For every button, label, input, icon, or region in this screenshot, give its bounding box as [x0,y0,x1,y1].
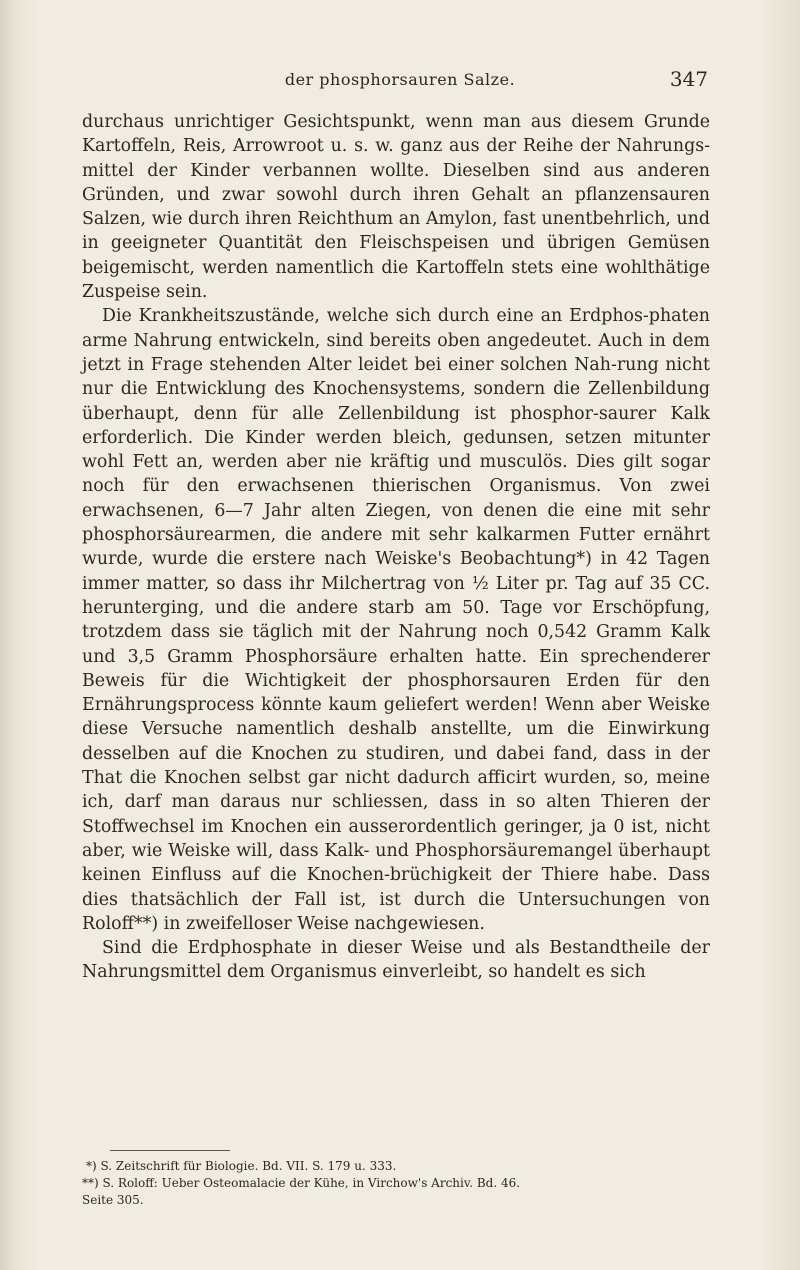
footnotes [82,1158,710,1209]
paragraph: Die Krankheitszustände, welche sich durch eine an Erdphos-phaten arme Nahrung entwickeln, sind bereits oben angedeutet. Auch in dem jetzt in Frage stehenden Alter leidet bei einer solchen Nah-rung nicht nur die Entwicklung des Knochensystems, sondern die Zellenbildung überhaupt, denn für alle Zellenbildung ist phosphor-saurer Kalk erforderlich. Die Kinder werden bleich, gedunsen, setzen mitunter wohl Fett an, werden aber nie kräftig und musculös. Dies gilt sogar noch für den erwachsenen thierischen Organismus. Von zwei erwachsenen, 6—7 Jahr alten Ziegen, von denen die eine mit sehr phosphorsäurearmen, die andere mit sehr kalkarmen Futter ernährt wurde, wurde die erstere nach Weiske's Beobachtung*) in 42 Tagen immer matter, so dass ihr Milchertrag von ½ Liter pr. Tag auf 35 CC. herunterging, und die andere starb am 50. Tage vor Erschöpfung, trotzdem dass sie täglich mit der Nahrung noch 0,542 Gramm Kalk und 3,5 Gramm Phosphorsäure erhalten hatte. Ein sprechenderer Beweis für die Wichtigkeit der phosphorsauren Erden für den Ernährungsprocess könnte kaum geliefert werden! Wenn aber Weiske diese Versuche namentlich deshalb anstellte, um die Einwirkung desselben auf die Knochen zu studiren, und dabei fand, dass in der That die Knochen selbst gar nicht dadurch afficirt wurden, so, meine ich, darf man daraus nur schliessen, dass in so alten Thieren der Stoffwechsel im Knochen ein ausserordentlich geringer, ja 0 ist, nicht aber, wie Weiske will, dass Kalk- und Phosphorsäuremangel überhaupt keinen Einfluss auf die Knochen-brüchigkeit der Thiere habe. Dass dies thatsächlich der Fall ist, ist durch die Untersuchungen von Roloff**) in zweifelloser Weise nachgewiesen. [82,306,710,934]
running-title: der phosphorsauren Salze. [284,70,516,89]
footnote-continuation: Seite 305. [82,1193,144,1207]
body-text [82,110,710,985]
paragraph: Sind die Erdphosphate in dieser Weise und als Bestandtheile der Nahrungsmittel dem Organismus einverleibt, so handelt es sich [82,938,710,983]
footnote: **) S. Roloff: Ueber Osteomalacie der Kühe, in Virchow's Archiv. Bd. 46. [82,1176,521,1190]
page-header [0,67,800,100]
page-number: 347 [669,67,708,91]
paragraph: durchaus unrichtiger Gesichtspunkt, wenn man aus diesem Grunde Kartoffeln, Reis, Arrowroot u. s. w. ganz aus der Reihe der Nahrungs-mittel der Kinder verbannen wollte. Dieselben sind aus anderen Gründen, und zwar sowohl durch ihren Gehalt an pflanzensauren Salzen, wie durch ihren Reichthum an Amylon, fast unentbehrlich, und in geeigneter Quantität den Fleischspeisen und übrigen Gemüsen beigemischt, werden namentlich die Kartoffeln stets eine wohlthätige Zuspeise sein. [82,112,710,303]
footnote-divider [110,1150,230,1151]
footnote: *) S. Zeitschrift für Biologie. Bd. VII. S. 179 u. 333. [86,1159,397,1173]
